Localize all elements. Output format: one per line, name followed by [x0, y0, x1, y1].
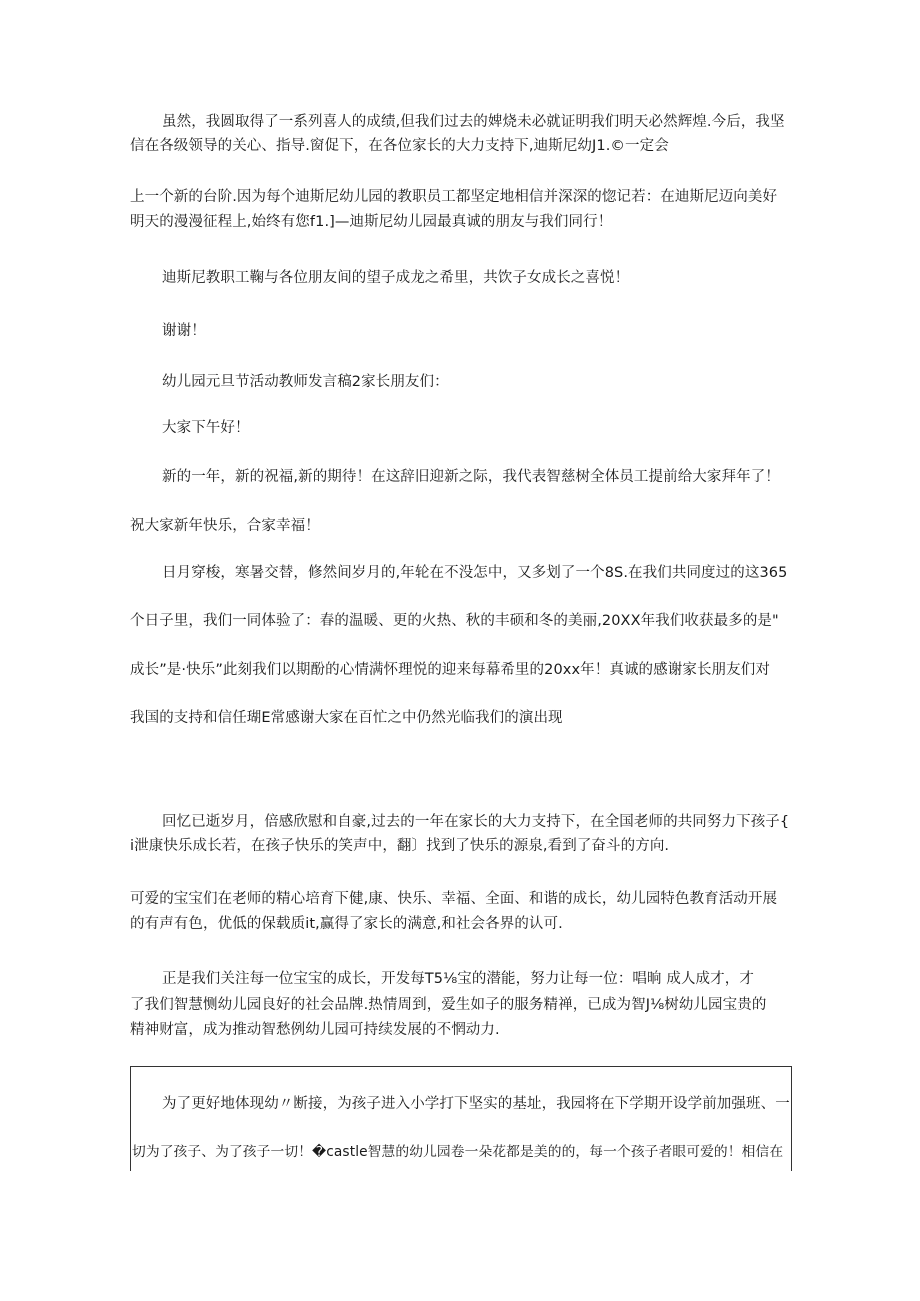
speech-title: 幼儿园元旦节活动教师发言稿2家长朋友们：	[162, 374, 449, 390]
paragraph-3: 迪斯尼教职工鞠与各位朋友间的望子成龙之希里，共饮子女成长之喜悦！	[162, 270, 630, 286]
paragraph-memories-line-2: i泄康快乐成长若，在孩子快乐的笑声中，翻〕找到了快乐的源泉,看到了奋斗的方向.	[130, 838, 670, 854]
paragraph-2-line-1: 上一个新的台阶.因为每个迪斯尼幼儿园的教职员工都坚定地相信并深深的惚记若：在迪斯尼迈向美好	[130, 189, 778, 205]
paragraph-focus-line-3: 精神财富，成为推动智愁例幼儿园可持续发展的不惘动力.	[130, 1022, 500, 1038]
paragraph-1-line-1: 虽然，我圆取得了一系列喜人的成绩,但我们过去的婢烧未必就证明我们明天必然辉煌.今后，我坚	[162, 114, 785, 130]
greeting: 大家下午好！	[162, 420, 250, 436]
paragraph-time-line-4: 我国的支持和信任瑚E常感谢大家在百忙之中仍然光临我们的演出现	[130, 710, 563, 726]
paragraph-time-line-1: 日月穿梭，寒暑交替，修然间岁月的,年轮在不没怎中，又多划了一个8S.在我们共同度过的这365	[162, 565, 788, 581]
paragraph-new-year: 新的一年，新的祝福,新的期待！在这辞旧迎新之际，我代表智慈树全体员工提前给大家拜年了！	[162, 469, 780, 485]
paragraph-babies-line-1: 可爱的宝宝们在老师的精心培育下健,康、快乐、幸福、全面、和谐的成长，幼儿园特色教育活动开展	[130, 891, 778, 907]
paragraph-boxed-line-1: 为了更好地体现幼〃断接，为孩子进入小学打下坚实的基址，我园将在下学期开设学前加强班、一	[162, 1096, 790, 1112]
paragraph-1-line-2: 信在各级领导的关心、指导.窗促下，在各位家长的大力支持下,迪斯尼幼J1.©一定会	[130, 138, 669, 154]
paragraph-babies-line-2: 的有声有色，优低的保载质it,赢得了家长的满意,和社会各界的认可.	[130, 916, 563, 932]
paragraph-focus-line-2: 了我们智慧恻幼儿园良好的社会品牌.热情周到，爱生如子的服务精禅，已成为智J⅛树幼儿园宝贵的	[130, 997, 767, 1013]
paragraph-boxed-line-2: 切为了孩子、为了孩子一切！�castle智慧的幼儿园卷一朵花都是美的的，每一个孩子者眼可爱的！相信在	[132, 1144, 784, 1160]
paragraph-time-line-2: 个日子里，我们一同体验了：春的温暖、更的火热、秋的丰硕和冬的美丽,20XX年我们收获最多的是"	[130, 613, 779, 629]
paragraph-time-line-3: 成长”是·快乐”此刻我们以期酚的心情满怀理悦的迎来每幕希里的20xx年！真诚的感谢家长朋友们对	[130, 662, 770, 678]
paragraph-memories-line-1: 回忆已逝岁月，倍感欣慰和自豪,过去的一年在家长的大力支持下，在全国老师的共同努力下孩子{	[162, 814, 790, 830]
paragraph-focus-line-1: 正是我们关注每一位宝宝的成长，开发每T5⅛宝的潜能，努力让每一位：唱晌 成人成才，才	[162, 971, 754, 987]
paragraph-2-line-2: 明天的漫漫征程上,始终有您f1.]—迪斯尼幼儿园最真诚的朋友与我们同行！	[130, 214, 613, 230]
paragraph-wishes: 祝大家新年快乐，合家幸福！	[130, 518, 320, 534]
paragraph-thanks: 谢谢！	[162, 323, 206, 339]
